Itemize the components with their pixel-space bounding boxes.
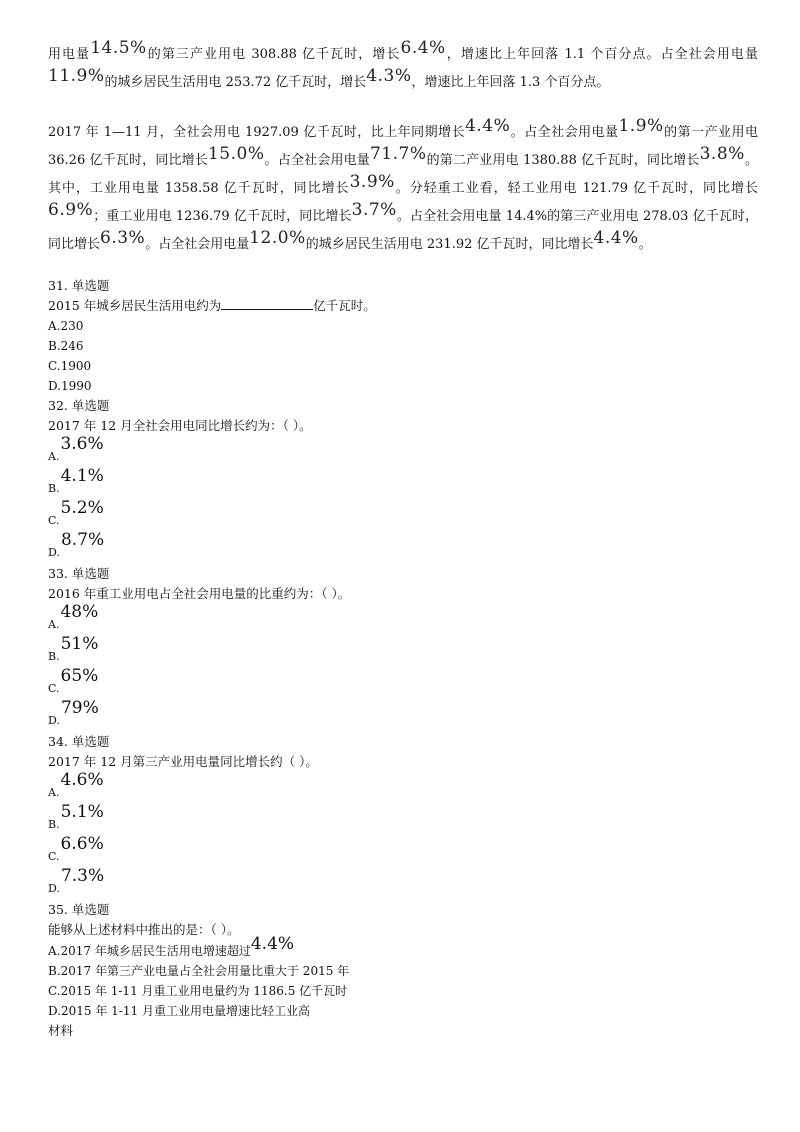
question-header: 32. 单选题 (48, 398, 110, 413)
option-text: 6.6% (60, 834, 104, 854)
percent-value: 15.0% (207, 144, 265, 164)
percent-value: 14.5% (90, 38, 147, 58)
passage-text: 用电量 (48, 47, 91, 62)
option-text: 5.2% (60, 498, 104, 518)
answer-option[interactable] (48, 376, 758, 396)
answer-blank (221, 297, 313, 310)
document-page (48, 40, 758, 1041)
option-text: 246 (60, 339, 84, 353)
percent-value: 6.9% (48, 200, 94, 220)
option-text: 2015 年 1-11 月重工业用电量约为 1186.5 亿千瓦时 (60, 984, 348, 998)
answer-option[interactable] (48, 836, 758, 868)
passage-text: 的城乡居民生活用电 253.72 亿千瓦时，增长 (104, 75, 367, 90)
percent-value: 6.4% (400, 38, 446, 58)
question-header: 34. 单选题 (48, 734, 110, 749)
question-stem-text: 2016 年重工业用电占全社会用电量的比重约为：（ ）。 (48, 586, 351, 601)
option-text: 4.1% (60, 466, 104, 486)
option-text: 51% (60, 634, 99, 654)
percent-value: 3.7% (351, 200, 397, 220)
answer-option[interactable] (48, 436, 758, 468)
answer-option[interactable] (48, 981, 758, 1001)
option-percent-value: 4.4% (250, 934, 295, 954)
answer-option[interactable] (48, 868, 758, 900)
percent-value: 3.9% (349, 172, 395, 192)
passage-text: 。分轻重工业看，轻工业用电 121.79 亿千瓦时，同比增长 (394, 181, 758, 196)
option-text: 3.6% (60, 434, 104, 454)
question-stem (48, 416, 758, 436)
percent-value: 11.9% (48, 66, 105, 86)
option-text: 2017 年第三产业电量占全社会用量比重大于 2015 年 (60, 964, 350, 978)
option-label: C. (48, 359, 61, 373)
percent-value: 3.8% (699, 144, 745, 164)
question-stem (48, 584, 758, 604)
question-header: 31. 单选题 (48, 278, 110, 293)
answer-option[interactable] (48, 356, 758, 376)
question-header: 33. 单选题 (48, 566, 110, 581)
option-label: C. (48, 514, 60, 527)
option-text: 1990 (61, 379, 92, 393)
option-text: 2015 年 1-11 月重工业用电量增速比轻工业高 (61, 1004, 310, 1018)
option-text: 5.1% (60, 802, 104, 822)
option-text: 230 (60, 319, 84, 333)
answer-option[interactable] (48, 1001, 758, 1021)
option-text: 4.6% (60, 770, 104, 790)
question-stem-text: 能够从上述材料中推出的是：（ ）。 (48, 922, 240, 937)
option-label: B. (48, 482, 60, 495)
option-label: A. (48, 450, 60, 463)
passage-text: ，增速比上年回落 1.3 个百分点。 (411, 75, 610, 90)
option-label: D. (48, 714, 60, 727)
option-text: 8.7% (60, 530, 105, 550)
question-stem-text: 亿千瓦时。 (313, 298, 376, 313)
answer-option[interactable] (48, 468, 758, 500)
question-stem-text: 2017 年 12 月全社会用电同比增长约为：（ ）。 (48, 418, 312, 433)
option-label: D. (48, 546, 60, 559)
option-label: A. (48, 944, 61, 958)
passage-paragraph-1 (48, 40, 758, 96)
question-list (48, 276, 758, 1021)
answer-option[interactable] (48, 500, 758, 532)
option-label: A. (48, 786, 60, 799)
passage-paragraph-2 (48, 118, 758, 258)
material-label: 材料 (48, 1023, 74, 1038)
percent-value: 71.7% (369, 144, 427, 164)
option-label: C. (48, 984, 61, 998)
question-stem-text: 2017 年 12 月第三产业用电量同比增长约（ ）。 (48, 754, 318, 769)
answer-option[interactable] (48, 772, 758, 804)
option-text: 79% (60, 698, 99, 718)
option-label: D. (48, 882, 60, 895)
question-stem-text: 2015 年城乡居民生活用电约为 (48, 298, 222, 313)
option-text: 65% (60, 666, 99, 686)
option-text: 1900 (60, 359, 92, 373)
question-stem (48, 920, 758, 940)
passage-text: 。占全社会用电量 (145, 237, 250, 252)
option-label: D. (48, 1004, 62, 1018)
passage-text: 的第三产业用电 308.88 亿千瓦时，增长 (146, 47, 401, 62)
percent-value: 4.4% (593, 228, 639, 248)
answer-option[interactable] (48, 668, 758, 700)
passage-text: 2017 年 1—11 月，全社会用电 1927.09 亿千瓦时，比上年同期增长 (48, 125, 466, 140)
option-label: B. (48, 818, 60, 831)
percent-value: 1.9% (618, 116, 664, 136)
answer-option[interactable] (48, 636, 758, 668)
passage-text: ；重工业用电 1236.79 亿千瓦时，同比增长 (93, 209, 352, 224)
answer-option[interactable] (48, 961, 758, 981)
passage-text: 。占全社会用电量 (510, 125, 619, 140)
option-text: 2017 年城乡居民生活用电增速超过 (60, 944, 251, 958)
answer-option[interactable] (48, 316, 758, 336)
option-label: C. (48, 682, 60, 695)
answer-option[interactable] (48, 604, 758, 636)
answer-option[interactable] (48, 532, 758, 564)
option-label: C. (48, 850, 60, 863)
question-stem (48, 752, 758, 772)
passage-text: 。占全社会用电量 (264, 153, 370, 168)
option-text: 48% (60, 602, 99, 622)
option-label: B. (48, 650, 60, 663)
question-stem (48, 296, 758, 316)
percent-value: 6.3% (100, 228, 146, 248)
answer-option[interactable] (48, 804, 758, 836)
passage-text: 。占全社会用电量 14.4%的第三产业用电 278.03 亿千瓦时，同比增长 (48, 209, 759, 252)
passage-text: ，增速比上年回落 1.1 个百分点。占全社会用电量 (445, 47, 758, 62)
passage-text: 。 (638, 237, 652, 252)
passage-text: 。其中，工业用电量 1358.58 亿千瓦时，同比增长 (48, 153, 758, 196)
percent-value: 12.0% (249, 228, 306, 248)
option-text: 7.3% (60, 866, 105, 886)
answer-option[interactable] (48, 700, 758, 732)
option-label: A. (48, 319, 61, 333)
answer-option[interactable] (48, 336, 758, 356)
answer-option[interactable] (48, 934, 758, 961)
option-label: B. (48, 964, 61, 978)
passage-text: 的第一产业用电 36.26 亿千瓦时，同比增长 (48, 125, 758, 168)
option-label: B. (48, 339, 61, 353)
option-label: A. (48, 618, 60, 631)
passage-text: 的第二产业用电 1380.88 亿千瓦时，同比增长 (426, 153, 700, 168)
question-header: 35. 单选题 (48, 902, 110, 917)
passage-text: 的城乡居民生活用电 231.92 亿千瓦时，同比增长 (305, 237, 594, 252)
option-label: D. (48, 379, 62, 393)
percent-value: 4.3% (366, 66, 412, 86)
percent-value: 4.4% (465, 116, 511, 136)
